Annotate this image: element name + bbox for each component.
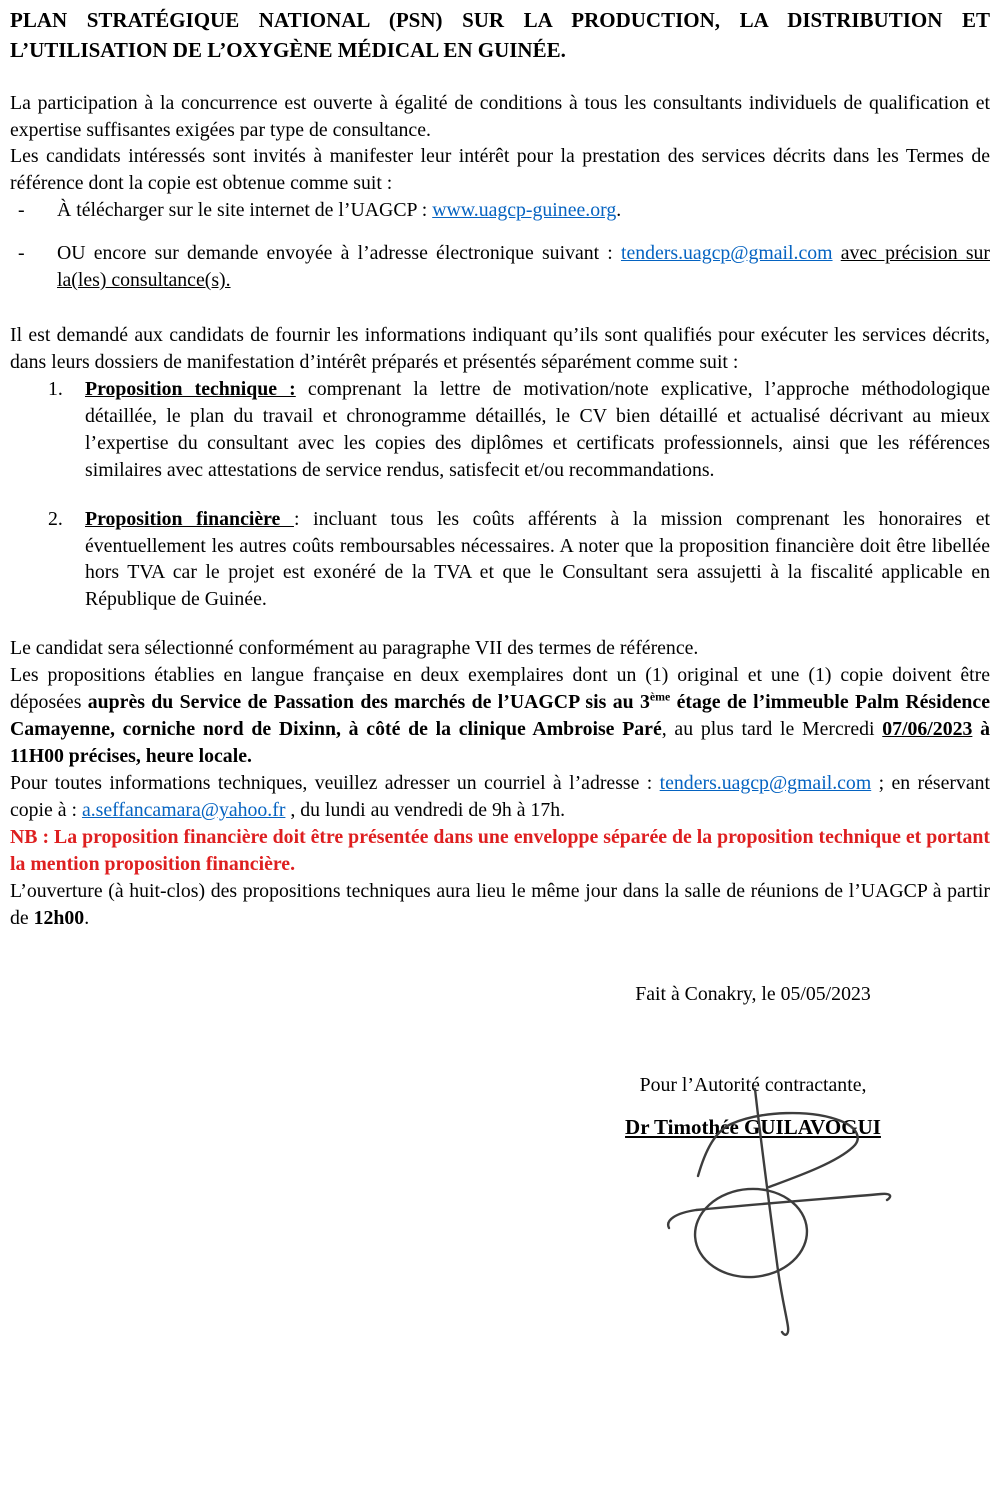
ouverture-normal-2: . [84, 906, 90, 929]
deadline-date: 07/06/2023 [882, 718, 973, 741]
dash-item-telecharger [10, 197, 990, 224]
depot-bold-3: à 11H00 précises, heure locale. [10, 718, 990, 767]
signature-authority-line: Pour l’Autorité contractante, [639, 1074, 867, 1097]
item1-label: Proposition technique : [85, 377, 296, 400]
dash-marker: - [18, 199, 25, 222]
depot-bold-1: auprès du Service de Passation des marchés de l’UAGCP sis au 3 [87, 691, 650, 714]
ouverture-normal-1: L’ouverture (à huit-clos) des propositions techniques aura lieu le même jour dans la salle de réunions de l’UAGCP à partir de [10, 879, 990, 929]
depot-bold-2: étage de l’immeuble Palm Résidence Camayenne, corniche nord de Dixinn, à côté de la clinique Ambroise Paré [10, 691, 990, 741]
item-proposition-financiere [10, 506, 990, 614]
dash-marker: - [18, 242, 25, 265]
item-number: 1. [48, 377, 63, 400]
tenders-email-link[interactable]: tenders.uagcp@gmail.com [620, 242, 833, 265]
tenders-email-link[interactable]: tenders.uagcp@gmail.com [659, 771, 872, 794]
opening-time: 12h00 [33, 906, 85, 929]
paragraph-contact [10, 770, 990, 824]
signature-date-line: Fait à Conakry, le 05/05/2023 [635, 983, 871, 1006]
signature-stroke-horizontal [668, 1194, 890, 1228]
nb-warning: NB : La proposition financière doit être présentée dans une enveloppe séparée de la proposition technique et portant la mention proposition financière. [10, 825, 990, 875]
copy-email-link[interactable]: a.seffancamara@yahoo.fr [81, 798, 286, 821]
uagcp-website-link[interactable]: www.uagcp-guinee.org [432, 199, 617, 222]
paragraph-candidats: Les candidats intéressés sont invités à manifester leur intérêt pour la prestation des services décrits dans les Termes de référence dont la copie est obtenue comme suit : [10, 145, 990, 195]
bullet2-underlined: avec précision sur la(les) consultance(s). [57, 242, 990, 292]
signature-stroke-loop [692, 1186, 810, 1282]
item1-text: comprenant la lettre de motivation/note explicative, l’approche méthodologique détaillée, le plan du travail et chronogramme détaillés, le CV bien détaillé et actualisé décrivant au mieux l’expertise du consultant avec les copies des diplômes et certificats professionnels, ainsi que les références similaires avec attestations de service rendus, satisfecit et/ou recommandations. [85, 377, 990, 481]
paragraph-demande: Il est demandé aux candidats de fournir les informations indiquant qu’ils sont qualifiés pour exécuter les services décrits, dans leurs dossiers de manifestation d’intérêt préparés et présentés séparément comme suit : [10, 324, 990, 373]
item-proposition-technique [10, 376, 990, 484]
document-title: PLAN STRATÉGIQUE NATIONAL (PSN) SUR LA PRODUCTION, LA DISTRIBUTION ET L’UTILISATION DE L’OXYGÈNE MÉDICAL EN GUINÉE. [10, 8, 990, 62]
depot-superscript: ème [649, 689, 671, 704]
dash-list [10, 197, 990, 294]
item-number: 2. [48, 507, 63, 530]
signature-stroke-curl [698, 1113, 858, 1187]
paragraph-ouverture [10, 878, 990, 932]
numbered-list [10, 376, 990, 613]
item2-text: incluant tous les coûts afférents à la mission comprenant les honoraires et éventuellement les autres coûts remboursables nécessaires. A noter que la proposition financière doit être libellée hors TVA car le projet est exonéré de la TVA et que le Consultant sera assujetti à la fiscalité applicable en République de Guinée. [85, 507, 990, 611]
contact-normal-3: , du lundi au vendredi de 9h à 17h. [285, 798, 566, 821]
depot-normal-2: , au plus tard le Mercredi [661, 718, 883, 741]
bullet1-text: À télécharger sur le site internet de l’UAGCP : [57, 199, 433, 222]
dash-item-demande [10, 240, 990, 294]
item2-label: Proposition financière [85, 507, 294, 530]
signature-scrawl [636, 1083, 901, 1343]
bullet2-spacer [833, 242, 841, 264]
bullet1-after: . [616, 199, 622, 222]
bullet2-text: OU encore sur demande envoyée à l’adresse électronique suivant : [57, 242, 621, 265]
item2-colon: : [293, 507, 314, 530]
paragraph-selection: Le candidat sera sélectionné conformément au paragraphe VII des termes de référence. [10, 637, 699, 660]
signature-stroke-diagonal [755, 1089, 788, 1335]
signatory-name: Dr Timothée GUILAVOGUI [625, 1115, 881, 1140]
signature-block [578, 981, 928, 1141]
paragraph-concurrence: La participation à la concurrence est ouverte à égalité de conditions à tous les consultants individuels de qualification et expertise suffisantes exigées par type de consultance. [10, 91, 990, 141]
contact-normal-1: Pour toutes informations techniques, veuillez adresser un courriel à l’adresse : [10, 771, 660, 794]
depot-normal-1: Les propositions établies en langue française en deux exemplaires dont un (1) original et une (1) copie doivent être déposées [10, 664, 990, 714]
contact-normal-2: ; en réservant copie à : [10, 771, 990, 821]
paragraph-depot [10, 662, 990, 770]
